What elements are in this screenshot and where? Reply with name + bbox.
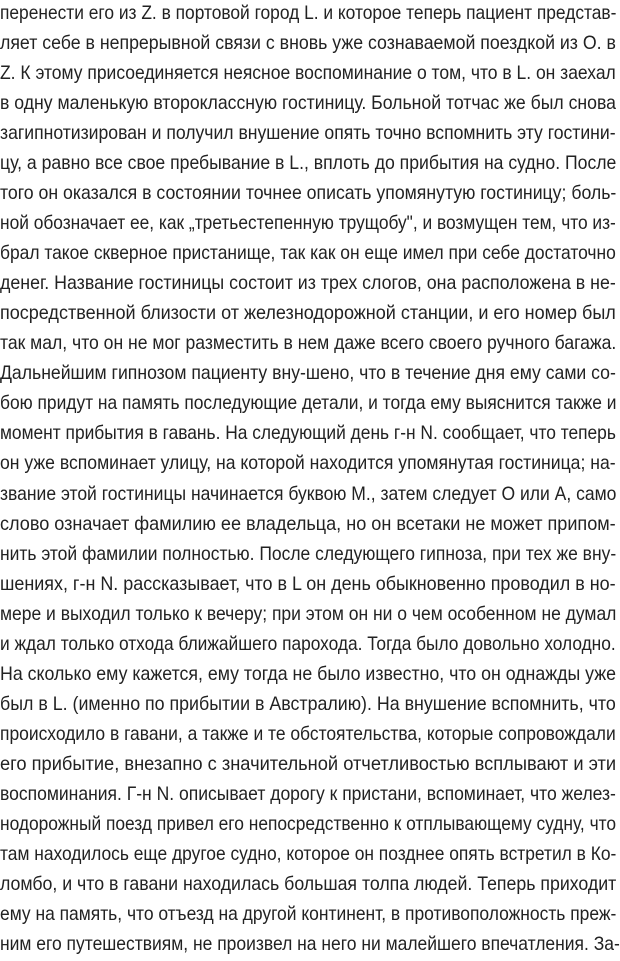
text-line: он уже вспоминает улицу, на которой находится упомянутая гостиница; на- [0, 452, 616, 475]
text-line: ломбо, и что в гавани находилась большая толпа людей. Теперь приходит [0, 872, 617, 895]
text-line: цу, а равно все свое пребывание в L., вплоть до прибытия на судно. После [0, 152, 617, 175]
text-line: Дальнейшим гипнозом пациенту вну-шено, что в течение дня ему сами со- [0, 362, 616, 385]
text-line: воспоминания. Г-н N. описывает дорогу к пристани, вспоминает, что желез- [0, 782, 616, 805]
text-line: был в L. (именно по прибытии в Австралию). На внушение вспомнить, что [0, 692, 616, 715]
text-line: бою придут на память последующие детали, и тогда ему выяснится также и [0, 392, 617, 415]
text-line: и ждал только отхода ближайшего парохода. Тогда было довольно холодно. [0, 632, 616, 655]
text-line: слово означает фамилию ее владельца, но он всетаки не может припом- [0, 512, 616, 535]
text-line: там находилось еще другое судно, которое он позднее опять встретил в Ко- [0, 842, 617, 865]
text-line: в одну маленькую второклассную гостиницу. Больной тотчас же был снова [0, 92, 616, 115]
text-line: ему на память, что отъезд на другой континент, в противоположность преж- [0, 902, 617, 925]
text-line: звание этой гостиницы начинается буквою М., затем следует О или А, само [0, 482, 617, 505]
text-line: ним его путешествиям, не произвел на него ни малейшего впечатления. За- [0, 932, 620, 955]
text-line: шениях, г-н N. рассказывает, что в L он день обыкновенно проводил в но- [0, 572, 616, 595]
text-line: На сколько ему кажется, ему тогда не было известно, что он однажды уже [0, 662, 616, 685]
text-line: происходило в гавани, а также и те обстоятельства, которые сопровождали [0, 722, 616, 745]
text-line: момент прибытия в гавань. На следующий день г-н N. сообщает, что теперь [0, 422, 616, 445]
text-line: мере и выходил только к вечеру; при этом он ни о чем особенном не думал [0, 602, 617, 625]
text-line: ной обозначает ее, как „третьестепенную трущобу", и возмущен тем, что из- [0, 212, 616, 235]
text-line: Z. К этому присоединяется неясное воспоминание о том, что в L. он заехал [0, 62, 616, 85]
text-line: перенести его из Z. в портовой город L. и которое теперь пациент представ- [0, 2, 617, 24]
text-line: его прибытие, внезапно с значительной отчетливостью всплывают и эти [0, 752, 617, 775]
text-line: нить этой фамилии полностью. После следующего гипноза, при тех же вну- [0, 542, 617, 565]
text-line: так мал, что он не мог разместить в нем даже всего своего ручного багажа. [0, 332, 617, 355]
text-line: загипнотизирован и получил внушение опять точно вспомнить эту гостини- [0, 122, 616, 145]
text-line: того он оказался в состоянии точнее описать упомянутую гостиницу; боль- [0, 182, 617, 205]
text-line: посредственной близости от железнодорожной станции, и его номер был [0, 302, 616, 325]
text-line: нодорожный поезд привел его непосредственно к отплывающему судну, что [0, 812, 617, 835]
text-line: денег. Название гостиницы состоит из трех слогов, она расположена в не- [0, 272, 616, 295]
text-line: брал такое скверное пристанище, так как он еще имел при себе достаточно [0, 242, 616, 265]
text-line: ляет себе в непрерывной связи с вновь уже сознаваемой поездкой из О. в [0, 32, 616, 55]
